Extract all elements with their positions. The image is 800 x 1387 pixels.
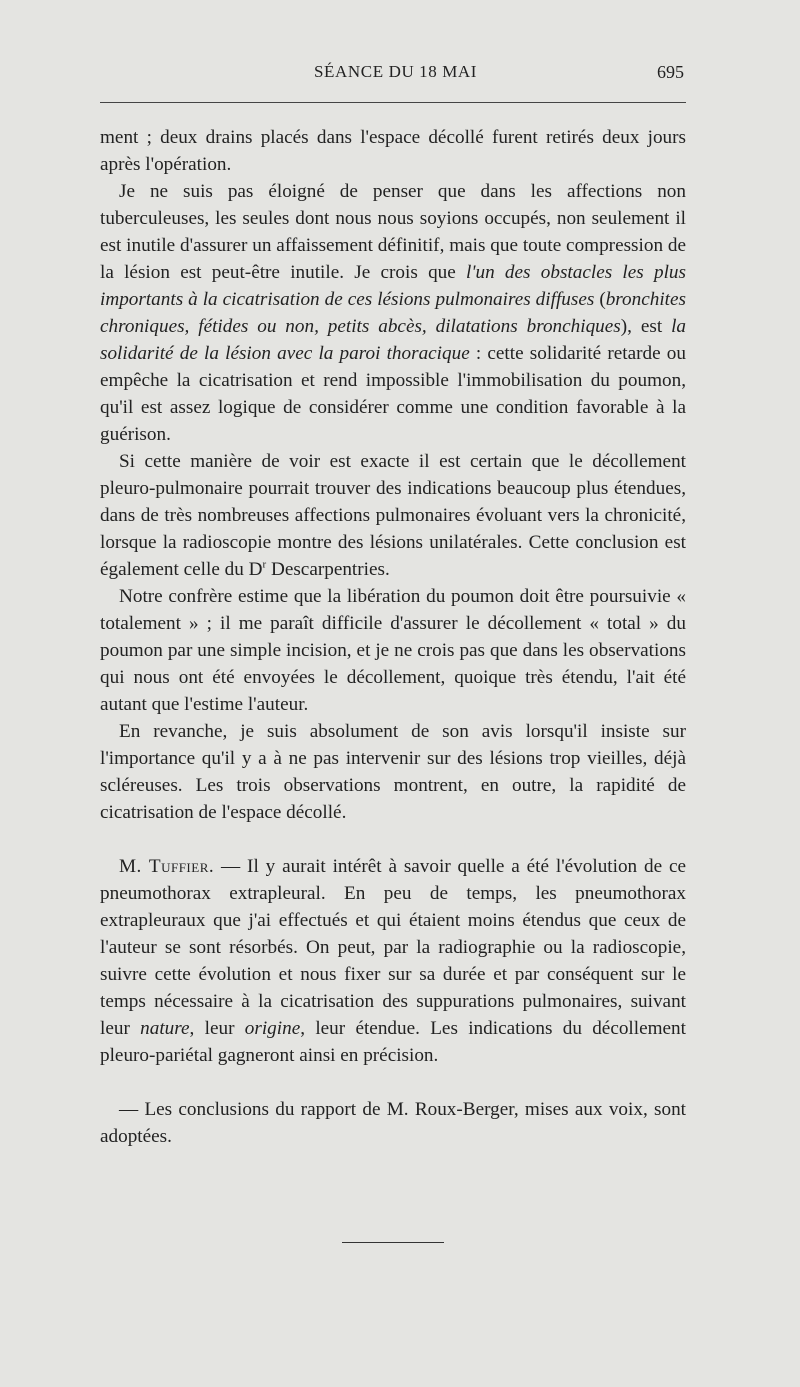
paragraph-3 (100, 448, 686, 583)
paragraph-2-text-d: : cette solidarité retarde ou empêche la cicatrisation et rend impossible l'immobilisation du poumon, qu'il est assez logique de considérer comme une condition favorable à la guérison. (100, 343, 686, 445)
page-header (100, 62, 686, 86)
paragraph-6-italic-a: nature (140, 1018, 190, 1039)
running-title: SÉANCE DU 18 MAI (314, 62, 478, 81)
page-number: 695 (657, 62, 684, 82)
body-text (100, 124, 686, 1150)
paragraph-6 (100, 853, 686, 1069)
paragraph-2-italic-c: la solidarité de la lésion avec la paroi thoracique (100, 316, 686, 364)
paragraph-5: En revanche, je suis absolument de son avis lorsqu'il insiste sur l'importance qu'il y a à ne pas intervenir sur des lésions trop vieilles, déjà scléreuses. Les trois observations montrent, en outre, la rapidité de cicatrisation de l'espace décollé. (100, 721, 686, 823)
paragraph-2-text-b: ( (594, 289, 606, 310)
paragraph-4: Notre confrère estime que la libération du poumon doit être poursuivie « totalement » ; il me paraît difficile d'assurer le décollement « total » du poumon par une simple incision, et je ne crois pas que dans les observations qui nous ont été envoyées le décollement, quoique très étendu, l'ait été autant que l'estime l'auteur. (100, 586, 686, 715)
paragraph-7: — Les conclusions du rapport de M. Roux-Berger, mises aux voix, sont adoptées. (100, 1099, 686, 1147)
end-rule (342, 1242, 444, 1243)
paragraph-6-text-a: — Il y aurait intérêt à savoir quelle a été l'évolution de ce pneumothorax extrapleural. En peu de temps, les pneumothorax extrapleuraux que j'ai effectués et qui étaient moins étendus que ceux de l'auteur se sont résorbés. On peut, par la radiographie ou la radioscopie, suivre cette évolution et nous fixer sur sa durée et par conséquent sur le temps nécessaire à la cicatrisation des suppurations pulmonaires, suivant leur (100, 856, 686, 1039)
header-rule (100, 102, 686, 103)
paragraph-2-italic-b: bronchites chroniques, fétides ou non, petits abcès, dilatations bronchiques (100, 289, 686, 337)
paragraph-1: ment ; deux drains placés dans l'espace décollé furent retirés deux jours après l'opération. (100, 127, 686, 175)
paragraph-3-text-b: Descarpentries. (266, 559, 390, 580)
paragraph-6-text-c: , leur étendue. Les indications du décollement pleuro-pariétal gagneront ainsi en précision. (100, 1018, 686, 1066)
speaker-name: M. Tuffier. (119, 856, 215, 877)
paragraph-3-text-a: Si cette manière de voir est exacte il est certain que le décollement pleuro-pulmonaire pourrait trouver des indications beaucoup plus étendues, dans de très nombreuses affections pulmonaires évoluant vers la chronicité, lorsque la radioscopie montre des lésions unilatérales. Cette conclusion est également celle du D (100, 451, 686, 580)
paragraph-2-text-c: ), est (620, 316, 672, 337)
paragraph-6-italic-b: origine (244, 1018, 301, 1039)
paragraph-2-italic-a: l'un des obstacles les plus importants à la cicatrisation de ces lésions pulmonaires diffuses (100, 262, 686, 310)
paragraph-2 (100, 178, 686, 448)
paragraph-2-text-a: Je ne suis pas éloigné de penser que dans les affections non tuberculeuses, les seules dont nous nous soyions occupés, non seulement il est inutile d'assurer un affaissement définitif, mais que toute compression de la lésion est peut-être inutile. Je crois que (100, 181, 686, 283)
doctor-abbrev-superscript: r (262, 558, 267, 571)
paragraph-6-text-b: , leur (189, 1018, 245, 1039)
